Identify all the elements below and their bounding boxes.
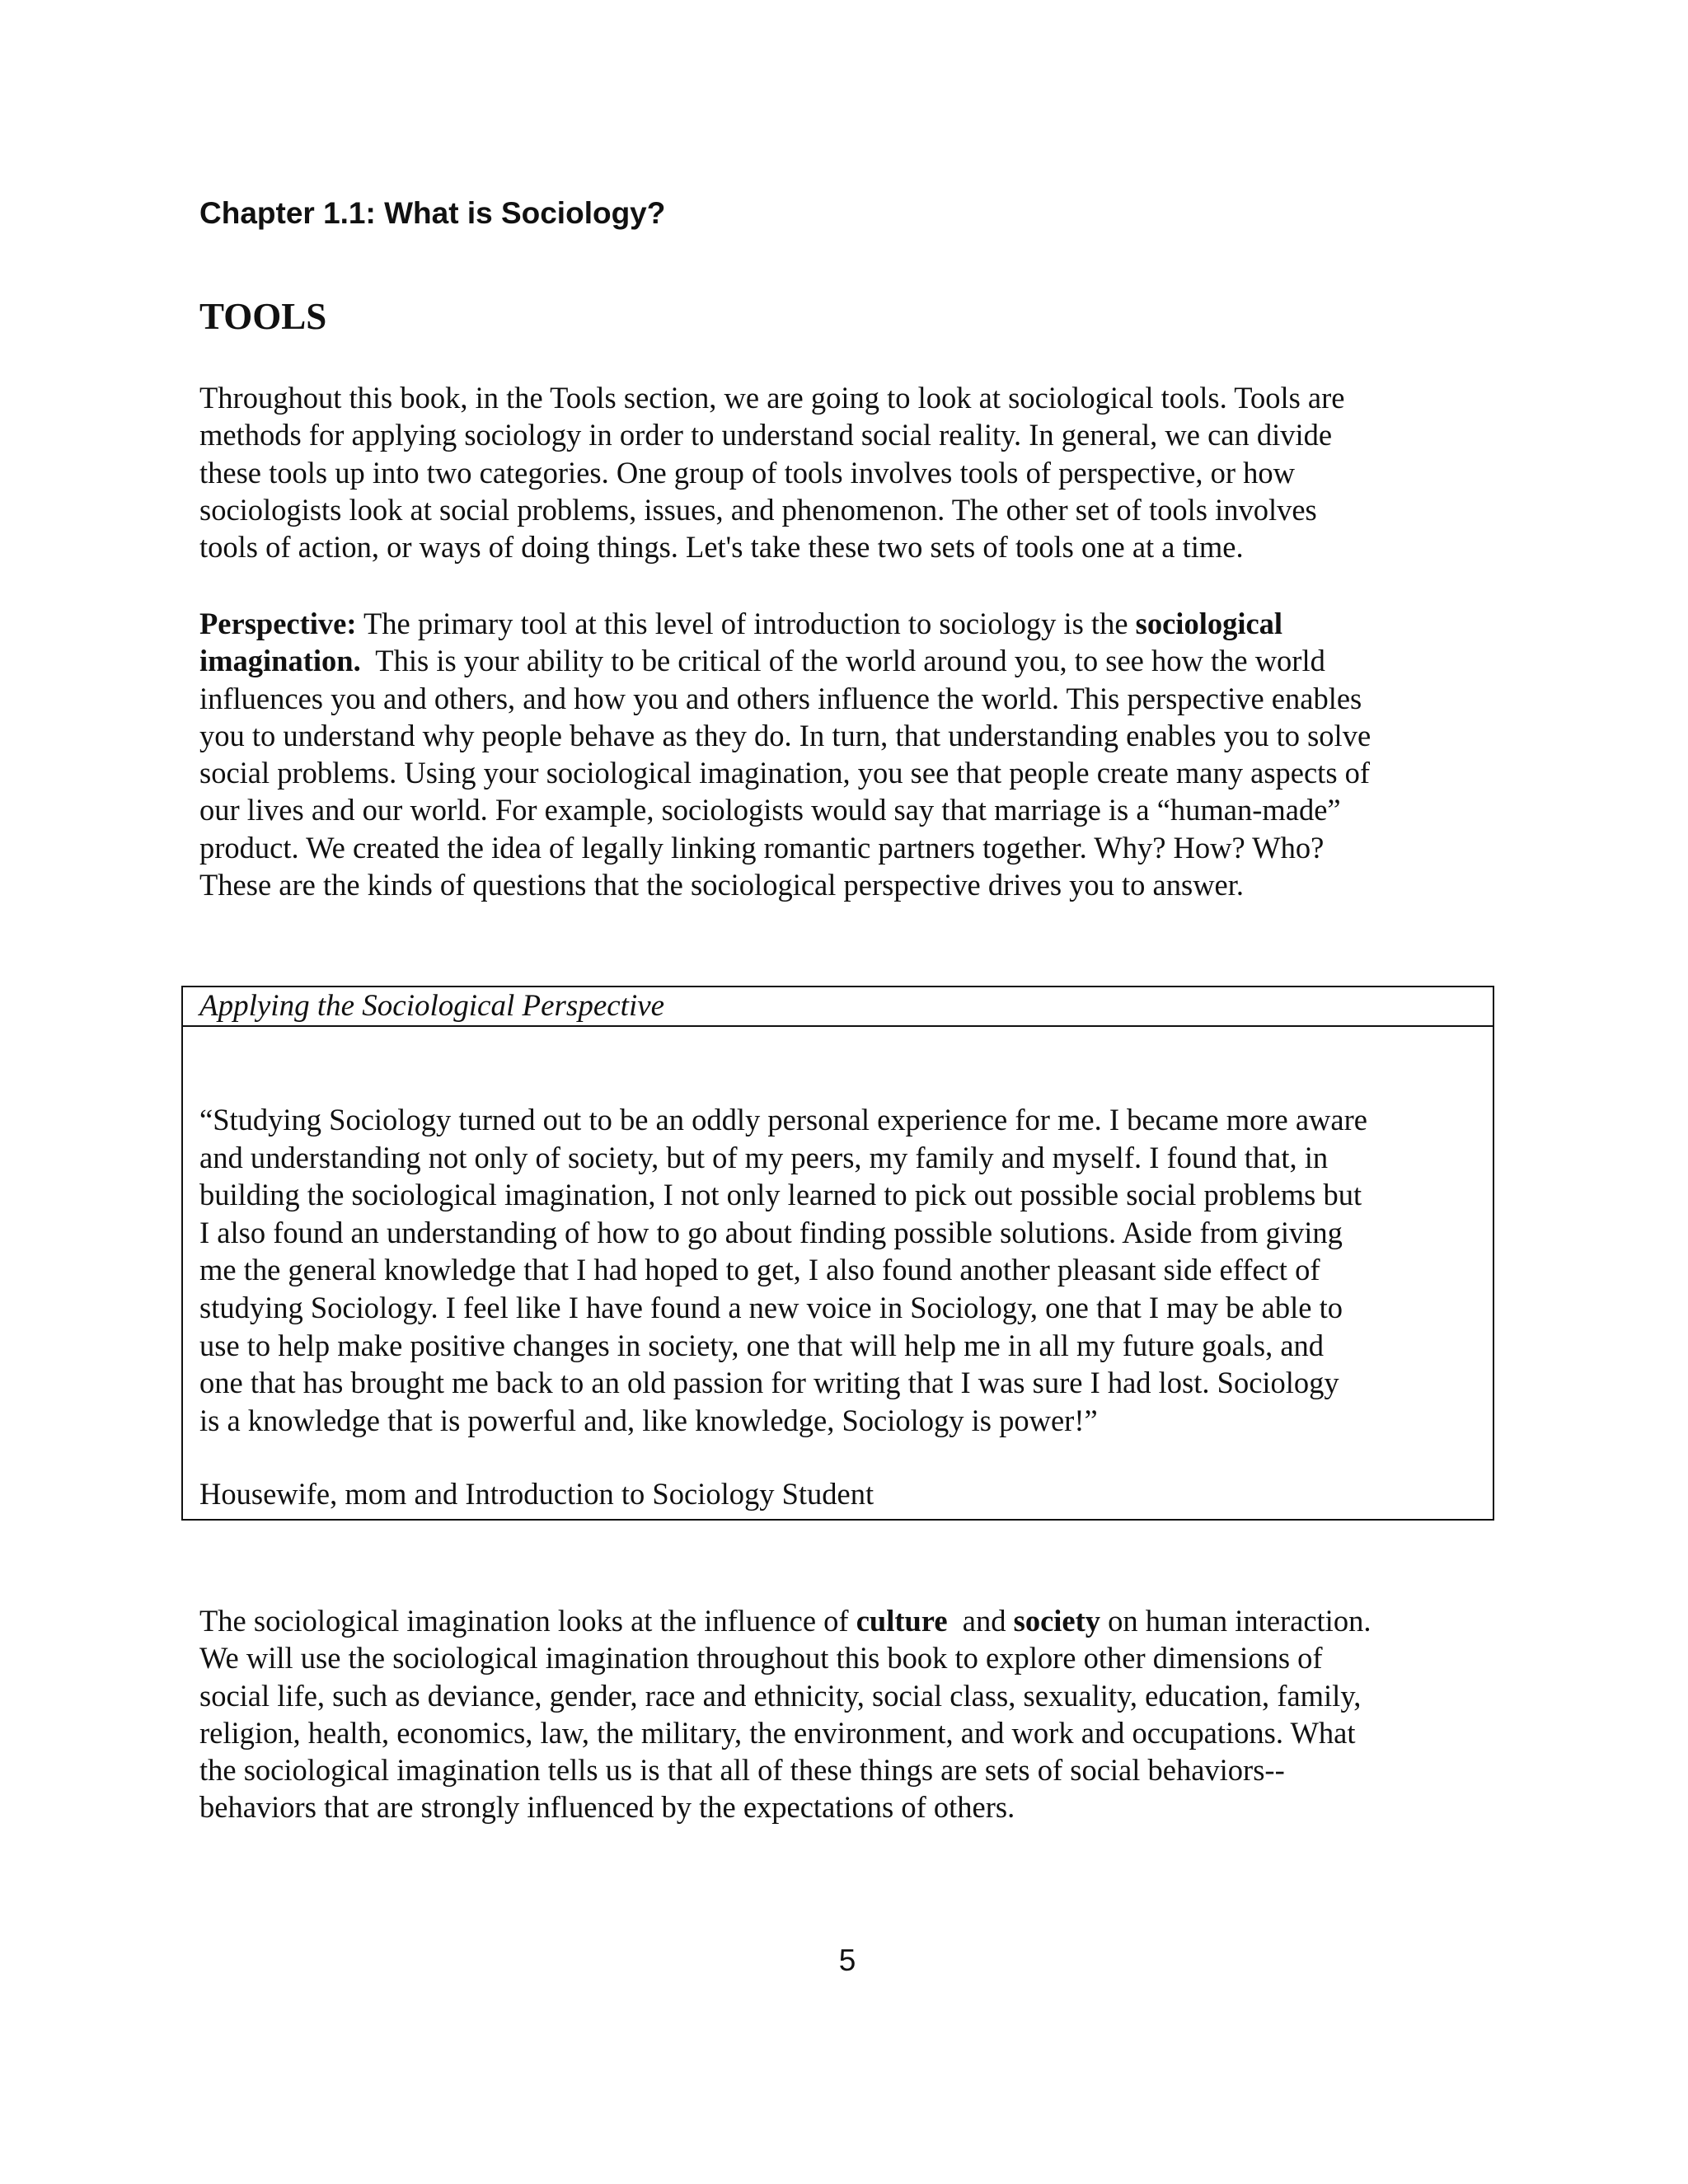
paragraph-line [199, 605, 1436, 642]
intro-paragraph [199, 379, 1436, 565]
quote-attribution: Housewife, mom and Introduction to Sociology Student [199, 1477, 874, 1511]
quote-line: and understanding not only of society, but of my peers, my family and myself. I found that, in [199, 1140, 1329, 1174]
key-term-sociological: sociological [1135, 607, 1283, 640]
quote-line: building the sociological imagination, I not only learned to pick out possible social problems but [199, 1178, 1362, 1212]
key-term-society: society [1013, 1604, 1101, 1638]
quote-line: I also found an understanding of how to go about finding possible solutions. Aside from giving [199, 1215, 1343, 1249]
paragraph-line: you to understand why people behave as they do. In turn, that understanding enables you to solve [199, 718, 1372, 752]
paragraph-text: on human interaction. [1100, 1604, 1372, 1638]
key-term-culture: culture [856, 1604, 948, 1638]
paragraph-line: influences you and others, and how you and others influence the world. This perspective enables [199, 681, 1362, 715]
paragraph-text: and [947, 1604, 1014, 1638]
perspective-label: Perspective: [199, 607, 357, 640]
closing-paragraph [199, 1602, 1436, 1826]
perspective-paragraph [199, 605, 1436, 903]
key-term-imagination: imagination. [199, 644, 361, 678]
paragraph-text: The sociological imagination looks at the influence of [199, 1604, 856, 1638]
paragraph-line: methods for applying sociology in order to understand social reality. In general, we can divide [199, 418, 1333, 452]
paragraph-line: product. We created the idea of legally linking romantic partners together. Why? How? Who? [199, 830, 1325, 865]
paragraph-line: Throughout this book, in the Tools section, we are going to look at sociological tools. Tools are [199, 381, 1345, 415]
chapter-heading: Chapter 1.1: What is Sociology? [199, 196, 666, 230]
paragraph-line: social problems. Using your sociological imagination, you see that people create many aspects of [199, 756, 1371, 790]
paragraph-line: We will use the sociological imagination throughout this book to explore other dimensions of [199, 1641, 1323, 1675]
paragraph-line: sociologists look at social problems, issues, and phenomenon. The other set of tools involves [199, 492, 1317, 527]
sidebar-box-title: Applying the Sociological Perspective [199, 989, 665, 1023]
paragraph-line [199, 642, 1436, 679]
quote-line: “Studying Sociology turned out to be an oddly personal experience for me. I became more aware [199, 1103, 1367, 1137]
student-quote [199, 1101, 1367, 1439]
section-title: TOOLS [199, 296, 327, 337]
paragraph-line: behaviors that are strongly influenced by the expectations of others. [199, 1790, 1015, 1825]
paragraph-line: social life, such as deviance, gender, race and ethnicity, social class, sexuality, education, family, [199, 1678, 1362, 1713]
paragraph-line: These are the kinds of questions that the sociological perspective drives you to answer. [199, 868, 1245, 902]
quote-line: studying Sociology. I feel like I have found a new voice in Sociology, one that I may be able to [199, 1290, 1343, 1324]
quote-line: one that has brought me back to an old passion for writing that I was sure I had lost. Sociology [199, 1366, 1339, 1400]
paragraph-text: This is your ability to be critical of the world around you, to see how the world [360, 644, 1325, 678]
quote-line: use to help make positive changes in society, one that will help me in all my future goals, and [199, 1328, 1325, 1362]
paragraph-line: religion, health, economics, law, the military, the environment, and work and occupations. What [199, 1715, 1356, 1750]
quote-line: is a knowledge that is powerful and, like knowledge, Sociology is power!” [199, 1403, 1098, 1437]
paragraph-line: these tools up into two categories. One group of tools involves tools of perspective, or how [199, 455, 1295, 490]
sidebar-box [181, 986, 1494, 1521]
paragraph-line [199, 1602, 1436, 1639]
paragraph-text: The primary tool at this level of introduction to sociology is the [356, 607, 1136, 640]
paragraph-line: our lives and our world. For example, sociologists would say that marriage is a “human-made” [199, 793, 1341, 827]
quote-line: me the general knowledge that I had hoped to get, I also found another pleasant side effect of [199, 1253, 1320, 1287]
sidebar-box-header [183, 987, 1493, 1027]
paragraph-line: tools of action, or ways of doing things. Let's take these two sets of tools one at a time. [199, 530, 1244, 565]
page-number: 5 [838, 1943, 856, 1977]
paragraph-line: the sociological imagination tells us is that all of these things are sets of social behaviors-- [199, 1753, 1285, 1788]
